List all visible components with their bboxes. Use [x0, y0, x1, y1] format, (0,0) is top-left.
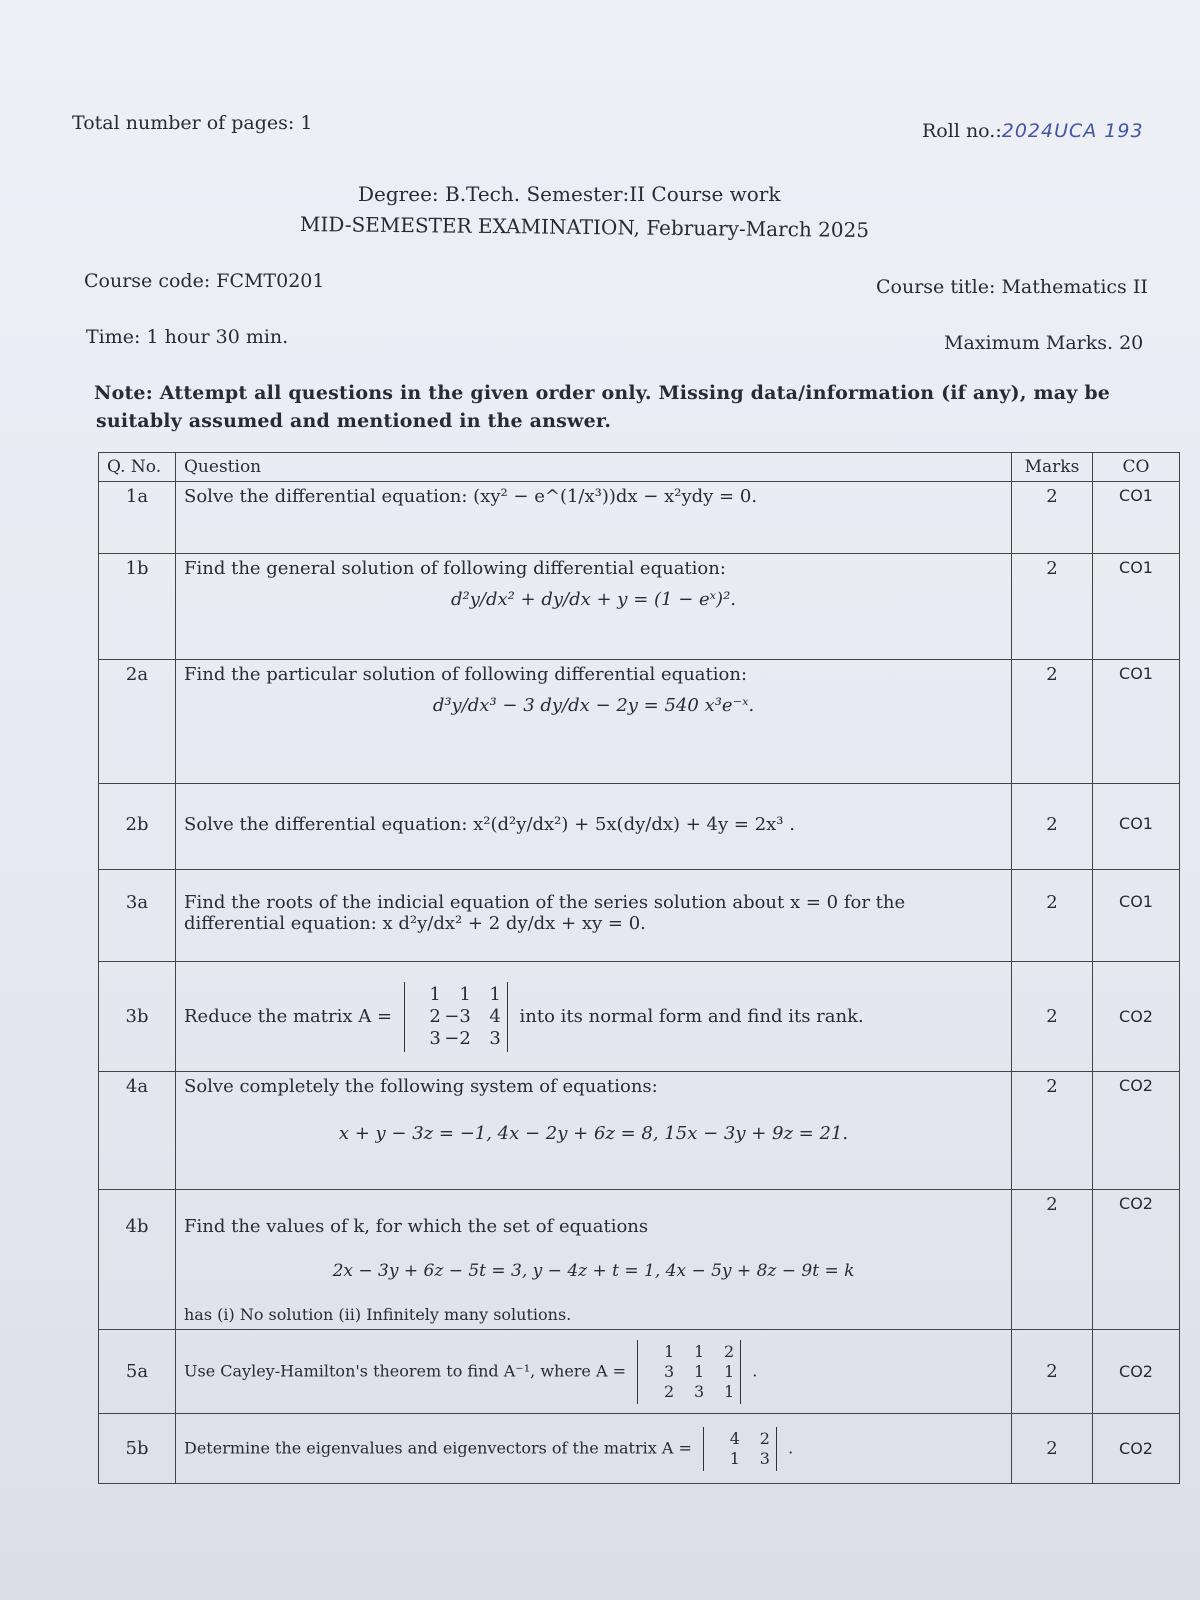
question-text: Solve completely the following system of equations:	[184, 1076, 658, 1097]
matrix-cell: 1	[693, 1361, 705, 1381]
question-text-before: Reduce the matrix A =	[184, 1005, 393, 1027]
matrix-row	[644, 1342, 734, 1362]
row-question	[176, 962, 1012, 1072]
matrix-row	[411, 1006, 501, 1028]
row-marks: 2	[1012, 554, 1093, 660]
row-qno: 3a	[99, 870, 176, 962]
row-qno: 5a	[99, 1330, 176, 1414]
matrix-cell: 1	[723, 1381, 735, 1401]
row-co: CO2	[1093, 1072, 1180, 1190]
table-row	[99, 660, 1180, 784]
row-question	[176, 1190, 1012, 1330]
row-question	[176, 1330, 1012, 1414]
row-qno: 3b	[99, 962, 176, 1072]
question-text-before: Use Cayley-Hamilton's theorem to find A⁻¹, where A =	[184, 1361, 627, 1380]
matrix-cell: 4	[489, 1005, 501, 1027]
question-equation: x + y − 3z = −1, 4x − 2y + 6z = 8, 15x − 3y + 9z = 21.	[338, 1123, 849, 1144]
row-question	[176, 1414, 1012, 1484]
row-qno: 1a	[99, 482, 176, 554]
row-marks: 2	[1012, 660, 1093, 784]
table-row	[99, 962, 1180, 1072]
matrix	[637, 1340, 741, 1404]
row-co: CO1	[1093, 870, 1180, 962]
row-marks: 2	[1012, 784, 1093, 870]
question-text-2: has (i) No solution (ii) Infinitely many solutions.	[184, 1305, 572, 1324]
row-question	[176, 1072, 1012, 1190]
matrix-cell: −2	[444, 1027, 471, 1049]
row-qno: 5b	[99, 1414, 176, 1484]
matrix-cell: 4	[729, 1428, 740, 1448]
row-question	[176, 554, 1012, 660]
row-marks: 2	[1012, 1330, 1093, 1414]
matrix-cell: 2	[429, 1005, 441, 1027]
row-marks: 2	[1012, 870, 1093, 962]
row-marks: 2	[1012, 1072, 1093, 1190]
matrix-row	[411, 1028, 501, 1050]
matrix-cell: 2	[759, 1428, 770, 1448]
row-co: CO2	[1093, 1414, 1180, 1484]
row-marks: 2	[1012, 482, 1093, 554]
exam-line: MID-SEMESTER EXAMINATION, February-March 2025	[299, 212, 870, 242]
row-co: CO2	[1093, 1190, 1180, 1330]
question-text-after: into its normal form and find its rank.	[519, 1005, 864, 1027]
course-title: Course title: Mathematics II	[876, 276, 1148, 298]
matrix-cell: 1	[693, 1341, 705, 1361]
matrix-cell: 2	[723, 1341, 735, 1361]
roll-number	[922, 120, 1144, 142]
row-qno: 4a	[99, 1072, 176, 1190]
header-qno: Q. No.	[99, 453, 176, 482]
row-co: CO1	[1093, 784, 1180, 870]
matrix-row	[710, 1449, 770, 1469]
matrix-cell: 1	[723, 1361, 735, 1381]
row-question	[176, 482, 1012, 554]
degree-line: Degree: B.Tech. Semester:II Course work	[358, 182, 781, 206]
question-text: Solve the differential equation: (xy² − e^(1/x³))dx − x²ydy = 0.	[184, 486, 758, 507]
table-row	[99, 784, 1180, 870]
matrix-cell: 1	[663, 1341, 675, 1361]
total-pages: Total number of pages: 1	[72, 112, 313, 134]
question-text-before: Determine the eigenvalues and eigenvectors of the matrix A =	[184, 1438, 692, 1457]
matrix-cell: 3	[489, 1027, 501, 1049]
question-text: Find the values of k, for which the set of equations	[184, 1216, 649, 1237]
table-row	[99, 482, 1180, 554]
matrix-cell: 1	[429, 983, 441, 1005]
matrix	[404, 982, 508, 1052]
matrix-cell: 1	[489, 983, 501, 1005]
note-line-2: suitably assumed and mentioned in the answer.	[96, 410, 612, 432]
row-marks: 2	[1012, 962, 1093, 1072]
roll-value: 2024UCA 193	[1001, 120, 1144, 142]
row-marks: 2	[1012, 1414, 1093, 1484]
row-qno: 2b	[99, 784, 176, 870]
row-co: CO2	[1093, 1330, 1180, 1414]
header-co: CO	[1093, 453, 1180, 482]
matrix-cell: 3	[429, 1027, 441, 1049]
matrix-cell: 3	[693, 1381, 705, 1401]
course-code: Course code: FCMT0201	[84, 270, 325, 292]
row-question	[176, 870, 1012, 962]
matrix-cell: 3	[759, 1448, 770, 1468]
roll-label: Roll no.:	[922, 120, 1002, 142]
question-table	[98, 452, 1180, 1484]
row-co: CO1	[1093, 554, 1180, 660]
question-equation: d³y/dx³ − 3 dy/dx − 2y = 540 x³e⁻ˣ.	[432, 695, 755, 716]
table-row	[99, 554, 1180, 660]
matrix-cell: 1	[459, 983, 471, 1005]
row-co: CO1	[1093, 660, 1180, 784]
matrix-cell: 3	[663, 1361, 675, 1381]
question-text: Find the general solution of following differential equation:	[184, 558, 726, 579]
max-marks: Maximum Marks. 20	[944, 332, 1144, 354]
note-line-1: Note: Attempt all questions in the given order only. Missing data/information (if any), may be	[94, 382, 1111, 404]
row-qno: 4b	[99, 1190, 176, 1330]
row-co: CO2	[1093, 962, 1180, 1072]
row-marks: 2	[1012, 1190, 1093, 1330]
matrix-row	[644, 1382, 734, 1402]
row-qno: 2a	[99, 660, 176, 784]
table-row	[99, 1072, 1180, 1190]
matrix-cell: 2	[663, 1381, 675, 1401]
exam-time: Time: 1 hour 30 min.	[86, 326, 289, 348]
table-row	[99, 1414, 1180, 1484]
question-text-after: .	[788, 1438, 794, 1457]
matrix-row	[710, 1429, 770, 1449]
table-header-row	[99, 453, 1180, 482]
matrix-cell: 1	[729, 1448, 740, 1468]
question-text-after: .	[752, 1361, 758, 1380]
row-qno: 1b	[99, 554, 176, 660]
table-row	[99, 1190, 1180, 1330]
matrix-cell: −3	[444, 1005, 471, 1027]
header-question: Question	[176, 453, 1012, 482]
row-co: CO1	[1093, 482, 1180, 554]
question-equation: d²y/dx² + dy/dx + y = (1 − eˣ)².	[450, 589, 737, 610]
row-question	[176, 660, 1012, 784]
header-marks: Marks	[1012, 453, 1093, 482]
table-row	[99, 1330, 1180, 1414]
question-text: Find the particular solution of following differential equation:	[184, 664, 748, 685]
matrix-row	[644, 1362, 734, 1382]
question-equation: 2x − 3y + 6z − 5t = 3, y − 4z + t = 1, 4x − 5y + 8z − 9t = k	[332, 1261, 855, 1281]
question-text: Find the roots of the indicial equation of the series solution about x = 0 for the differential equation: x d²y/dx² + 2 dy/dx + xy = 0.	[184, 892, 906, 934]
matrix-row	[411, 984, 501, 1006]
matrix	[703, 1427, 777, 1471]
row-question	[176, 784, 1012, 870]
question-text: Solve the differential equation: x²(d²y/dx²) + 5x(dy/dx) + 4y = 2x³ .	[184, 814, 795, 835]
table-row	[99, 870, 1180, 962]
